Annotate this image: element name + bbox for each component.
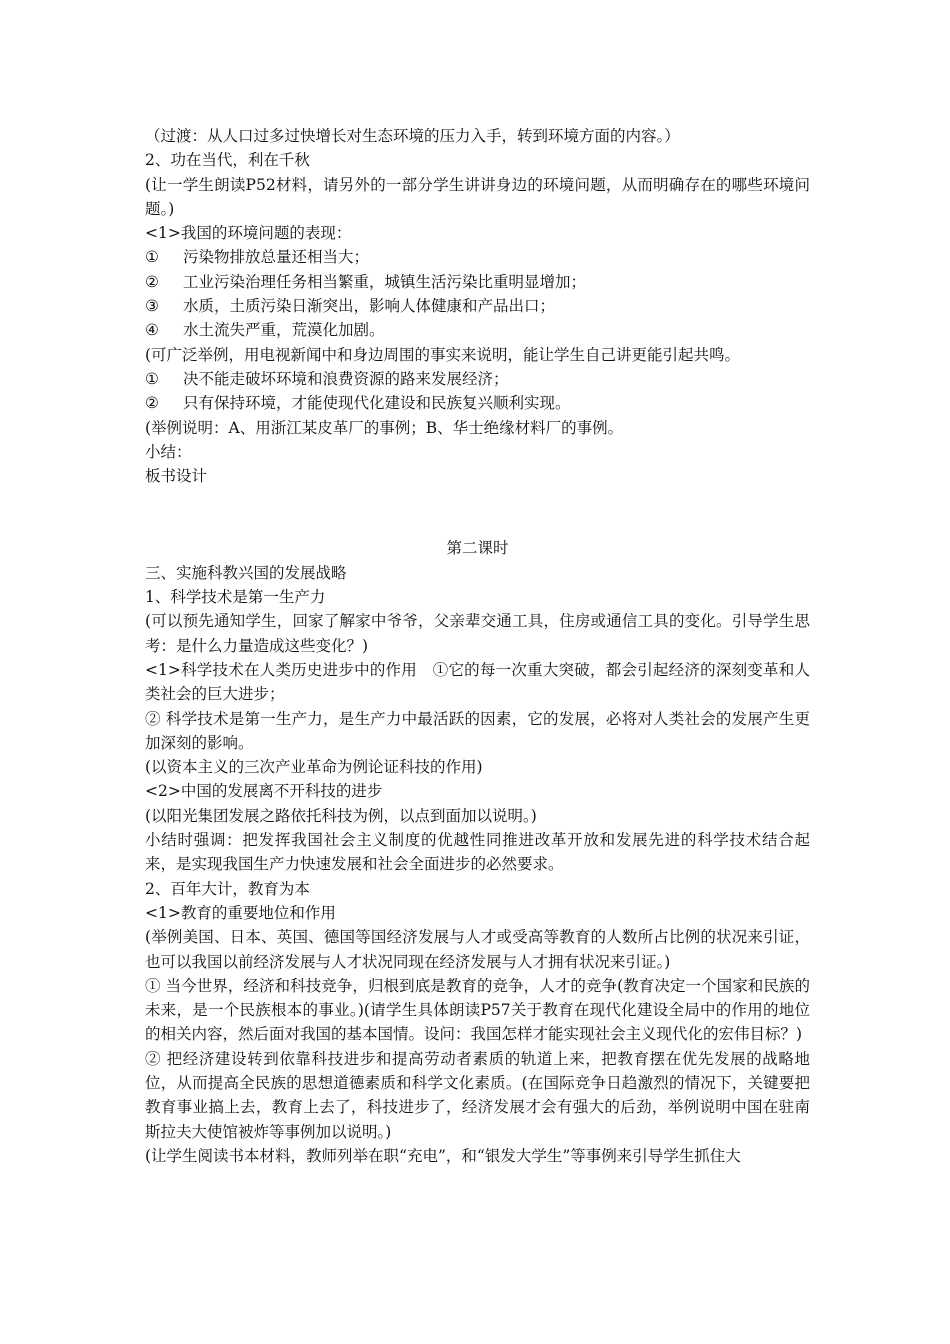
list-item bbox=[145, 391, 810, 415]
subsection-heading-2: 2、百年大计，教育为本 bbox=[145, 879, 310, 898]
subheading: <1>教育的重要地位和作用 bbox=[145, 903, 336, 922]
teaching-note: (以阳光集团发展之路依托科技为例，以点到面加以说明。) bbox=[145, 806, 537, 825]
list-number: ① bbox=[145, 248, 159, 267]
list-item bbox=[145, 245, 810, 269]
example-note: (举例说明：A、用浙江某皮革厂的事例；B、华士绝缘材料厂的事例。 bbox=[145, 418, 624, 437]
teaching-note: (让一学生朗读P52材料，请另外的一部分学生讲讲身边的环境问题，从而明确存在的哪些环境问题。) bbox=[145, 175, 810, 218]
list-item bbox=[145, 367, 810, 391]
summary-label: 小结： bbox=[145, 442, 192, 461]
list-item bbox=[145, 318, 810, 342]
list-number: ④ bbox=[145, 321, 159, 340]
section-heading-3: 三、实施科教兴国的发展战略 bbox=[145, 563, 347, 582]
subsection-heading-1: 1、科学技术是第一生产力 bbox=[145, 588, 326, 607]
lesson-title: 第二课时 bbox=[446, 539, 509, 558]
list-text: 水土流失严重，荒漠化加剧。 bbox=[183, 321, 385, 340]
list-number: ① bbox=[145, 369, 159, 388]
paragraph: ① 当今世界，经济和科技竞争，归根到底是教育的竞争，人才的竞争(教育决定一个国家和民族的未来，是一个民族根本的事业。)(请学生具体朗读P57关于教育在现代化建设全局中的作用的地位的相关内容，然后面对我国的基本国情。设问：我国怎样才能实现社会主义现代化的宏伟目标？) bbox=[145, 976, 810, 1044]
paragraph: <1>科学技术在人类历史进步中的作用 ①它的每一次重大突破，都会引起经济的深刻变革和人类社会的巨大进步； bbox=[145, 660, 810, 704]
section-heading-2: 2、功在当代，利在千秋 bbox=[145, 151, 310, 170]
paragraph: ② 把经济建设转到依靠科技进步和提高劳动者素质的轨道上来，把教育摆在优先发展的战略地位，从而提高全民族的思想道德素质和科学文化素质。(在国际竞争日趋激烈的情况下，关键要把教育事业搞上去，教育上去了，科技进步了，经济发展才会有强大的后劲，举例说明中国在驻南斯拉夫大使馆被炸等事例加以说明。) bbox=[145, 1049, 810, 1141]
teaching-note: (可广泛举例，用电视新闻中和身边周围的事实来说明，能让学生自己讲更能引起共鸣。 bbox=[145, 345, 741, 364]
list-text: 工业污染治理任务相当繁重，城镇生活污染比重明显增加； bbox=[183, 272, 587, 291]
teaching-note: (举例美国、日本、英国、德国等国经济发展与人才或受高等教育的人数所占比例的状况来引证，也可以我国以前经济发展与人才状况同现在经济发展与人才拥有状况来引证。) bbox=[145, 928, 810, 971]
list-number: ③ bbox=[145, 297, 159, 316]
list-text: 水质，土质污染日渐突出，影响人体健康和产品出口； bbox=[183, 297, 556, 316]
list-text: 只有保持环境，才能使现代化建设和民族复兴顺利实现。 bbox=[183, 394, 571, 413]
blank-line bbox=[145, 488, 810, 512]
document-body bbox=[145, 124, 810, 1168]
teaching-note: (以资本主义的三次产业革命为例论证科技的作用) bbox=[145, 758, 483, 777]
list-item bbox=[145, 294, 810, 318]
board-design-label: 板书设计 bbox=[145, 467, 208, 486]
teaching-note: (让学生阅读书本材料，教师列举在职“充电”，和“银发大学生”等事例来引导学生抓住大 bbox=[145, 1146, 741, 1165]
list-text: 决不能走破坏环境和浪费资源的路来发展经济； bbox=[183, 369, 509, 388]
list-text: 污染物排放总量还相当大； bbox=[183, 248, 370, 267]
list-number: ② bbox=[145, 272, 159, 291]
blank-line bbox=[145, 512, 810, 536]
subheading-env-problems: <1>我国的环境问题的表现： bbox=[145, 224, 352, 243]
list-item bbox=[145, 270, 810, 294]
subheading: <2>中国的发展离不开科技的进步 bbox=[145, 782, 383, 801]
list-number: ② bbox=[145, 394, 159, 413]
summary-paragraph: 小结时强调：把发挥我国社会主义制度的优越性同推进改革开放和发展先进的科学技术结合起来，是实现我国生产力快速发展和社会全面进步的必然要求。 bbox=[145, 831, 810, 874]
teaching-note: (可以预先通知学生，回家了解家中爷爷，父亲辈交通工具，住房或通信工具的变化。引导学生思考：是什么力量造成这些变化？) bbox=[145, 612, 810, 655]
transition-note: （过渡：从人口过多过快增长对生态环境的压力入手，转到环境方面的内容。） bbox=[145, 127, 680, 145]
paragraph: ② 科学技术是第一生产力，是生产力中最活跃的因素，它的发展，必将对人类社会的发展产生更加深刻的影响。 bbox=[145, 709, 810, 752]
